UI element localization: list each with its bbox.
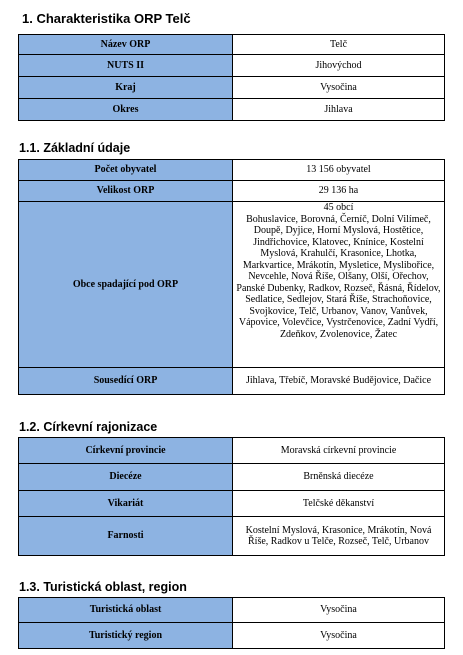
municipalities-value [233, 202, 445, 368]
municipalities-label: Obce spadající pod ORP [19, 202, 233, 368]
table-row [19, 181, 445, 202]
municipalities-count: 45 obcí [323, 202, 354, 213]
section-4-heading: 1.3. Turistická oblast, region [19, 580, 187, 594]
orp-characteristics-table [18, 34, 445, 121]
neighbors-value: Jihlava, Třebíč, Moravské Budějovice, Dačice [233, 368, 445, 395]
row-label: Církevní provincie [19, 438, 233, 464]
row-value: Vysočina [233, 623, 445, 649]
table-row [19, 160, 445, 181]
table-row [19, 598, 445, 623]
tourist-region-table [18, 597, 445, 649]
population-value: 13 156 obyvatel [233, 160, 445, 181]
row-value: Moravská církevní provincie [233, 438, 445, 464]
row-label: Okres [19, 99, 233, 121]
area-value: 29 136 ha [233, 181, 445, 202]
section-1-heading: 1. Charakteristika ORP Telč [22, 11, 191, 26]
table-row [19, 99, 445, 121]
row-label: Diecéze [19, 464, 233, 491]
row-label: Turistická oblast [19, 598, 233, 623]
table-row [19, 464, 445, 491]
row-value: Vysočina [233, 77, 445, 99]
table-row [19, 438, 445, 464]
church-regions-table [18, 437, 445, 556]
row-label: Kraj [19, 77, 233, 99]
table-row [19, 77, 445, 99]
row-value: Vysočina [233, 598, 445, 623]
table-row [19, 35, 445, 55]
row-value: Telč [233, 35, 445, 55]
section-3-heading: 1.2. Církevní rajonizace [19, 420, 158, 434]
section-2-heading: 1.1. Základní údaje [19, 141, 131, 155]
table-row [19, 517, 445, 556]
row-label: NUTS II [19, 55, 233, 77]
table-row [19, 368, 445, 395]
row-label: Farnosti [19, 517, 233, 556]
municipalities-list: Bohuslavice, Borovná, Černíč, Dolní Vilímeč, Doupě, Dyjice, Horní Myslová, Hostětice, Jindřichovice, Klatovec, Knínice, Kostelní Myslová, Krahulčí, Krasonice, Lhotka, Markvartice, Mrákotín, Mysletice, Myslibořice, Nevcehle, Nová Říše, Olšany, Olší, Ořechov, Panské Dubenky, Radkov, Rozseč, Řásná, Řídelov, Sedlatice, Sedlejov, Stará Říše, Strachoňovice, Svojkovice, Telč, Urbanov, Vanov, Vanůvek, Vápovice, Volevčice, Vystrčenovice, Zadní Vydří, Zdeňkov, Zvolenovice, Žatec [236, 213, 441, 340]
table-row [19, 202, 445, 368]
row-value: Brněnská diecéze [233, 464, 445, 491]
row-value: Jihlava [233, 99, 445, 121]
population-label: Počet obyvatel [19, 160, 233, 181]
neighbors-label: Sousedící ORP [19, 368, 233, 395]
row-value: Kostelní Myslová, Krasonice, Mrákotín, Nová Říše, Radkov u Telče, Rozseč, Telč, Urbanov [233, 517, 445, 556]
basic-data-table [18, 159, 445, 395]
table-row [19, 55, 445, 77]
table-row [19, 623, 445, 649]
row-value: Jihovýchod [233, 55, 445, 77]
row-label: Turistický region [19, 623, 233, 649]
area-label: Velikost ORP [19, 181, 233, 202]
table-row [19, 491, 445, 517]
row-value: Telčské děkanství [233, 491, 445, 517]
row-label: Název ORP [19, 35, 233, 55]
row-label: Vikariát [19, 491, 233, 517]
